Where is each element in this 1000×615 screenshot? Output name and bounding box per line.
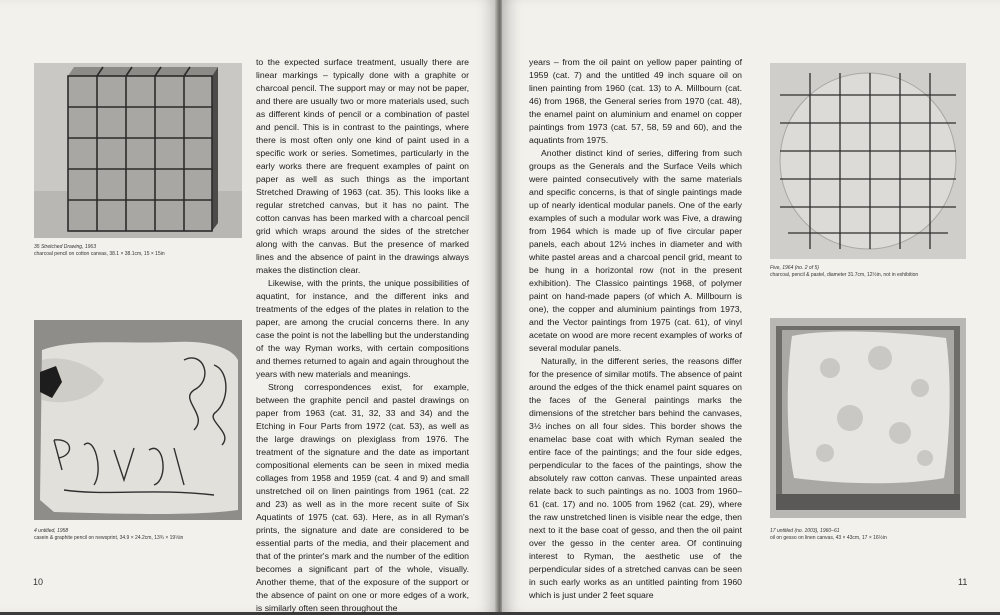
paragraph: Naturally, in the different series, the reasons differ for the presence of similar motifs. The absence of paint around the edges of the thick enamel paint squares on the faces of the General paintings marks the dimensions of the stretcher bars behind the canvases, 3½ inches on all four sides. This border shows the enamelac base coat with which Ryman sealed the entire face of the paintings; and the four side edges, perpendicular to the faces of the paintings, show the absolutely raw cotton canvas. These unpainted areas relate back to such paintings as no. 1003 from 1960–61 (cat. 17) and no. 1005 from 1962 (cat. 29), where the raw unstretched linen is visible near the edge, then next to it the base coat of gesso, and then the oil paint over the gesso in the center area. Of continuing interest to Ryman, the aesthetic use of the perpendicular sides of a stretched canvas can be seen in such early works as an untitled painting from 1960 which is just under 2 feet square bbox=[529, 356, 742, 600]
paragraph: Strong correspondences exist, for example, between the graphite pencil and pastel drawings on paper from 1963 (cat. 31, 32, 33 and 34) and the Etching in Four Parts from 1972 (cat. 53), as well as the large drawings on plexiglass from 1976. The treatment of the signature and the date as important compositional elements can be seen in mixed media collages from 1958 and 1959 (cat. 4 and 9) and small unstretched oil on linen paintings from 1961 (cat. 22 and 23) as well as in the more recent suite of Six Aquatints of 1975 (cat. 63). Here, as in all Ryman's prints, the signature and date are considered to be essential parts of the media, and their placement and that of the printer's mark and the number of the edition becomes a significant part of the whole, visually. Another theme, that of the exposure of the support or the absence of paint on one or more edges of a work, is similarly often seen throughout the bbox=[256, 382, 469, 613]
caption-title: Five, 1964 (no. 2 of 5) bbox=[770, 265, 819, 271]
paragraph: Another distinct kind of series, differing from such groups as the Generals and the Surface Veils which were painted consecutively with the same materials and specific concerns, is that of single paintings made up of nearly identical modular panels. One of the early examples of such a modular work was Five, a drawing from 1964 which is made up of five circular paper panels, each about 12½ inches in diameter and with white pastel areas and a charcoal pencil grid, meant to be hung in a horizontal row (not in the present exhibition). The Classico paintings 1968, of polymer paint on hand-made papers (of which A. Millbourn is one), the copper and aluminium paintings from 1973, and the Vector paintings from 1975 (cat. 61), of vinyl acetate on wood are more recent examples of works of several modular panels. bbox=[529, 148, 742, 353]
page-number: 10 bbox=[33, 577, 44, 587]
stretched-drawing-photo bbox=[34, 63, 242, 238]
caption-detail: casein & graphite pencil on newsprint, 34.9 × 24.2cm, 13¾ × 19½in bbox=[34, 534, 184, 541]
untitled-1958-photo bbox=[34, 320, 242, 520]
caption-title: 17 untitled (no. 1003), 1960–61 bbox=[770, 528, 840, 534]
caption-title: 35 Stretched Drawing, 1963 bbox=[34, 244, 96, 250]
paragraph: to the expected surface treatment, usually there are linear markings – typically done with a graphite or charcoal pencil. The support may or may not be paper, and there are usually two or more materials used, such as different kinds of pencil or a combination of pastel and pencil. This is in contrast to the paintings, where there is most often only one kind of paint used in a specific work or series. Sometimes, particularly in the early works there are frequent examples of paint on paper as well as such things as the important Stretched Drawing of 1963 (cat. 35). This looks like a regular stretched canvas, but it has no paint. The cotton canvas has been marked with a charcoal pencil grid which wraps around the sides of the stretcher along with the canvas. But the presence of marked lines and the absence of paint in the drawings always makes the distinction clear. bbox=[256, 57, 469, 275]
paragraph: Likewise, with the prints, the unique possibilities of aquatint, for instance, and the different inks and treatments of the edges of the plates in relation to the paper, are among the crucial concerns there. In any case the point is not the labelling but the understanding of the way Ryman works, with certain compositions and themes returned to again and again throughout the years with new materials and meanings. bbox=[256, 278, 469, 379]
paragraph: years – from the oil paint on yellow paper painting of 1959 (cat. 7) and the untitled 49 inch square oil on linen painting from 1960 (cat. 13) to A. Millbourn (cat. 46) from 1968, the General series from 1970 (cat. 48), the enamel paint on aluminium and enamel on copper paintings from 1973 (cat. 57, 58, 59 and 60), and the aquatints from 1975. bbox=[529, 57, 742, 145]
figure-caption bbox=[34, 528, 244, 541]
figure-caption bbox=[34, 244, 244, 257]
figure-caption bbox=[770, 265, 980, 278]
caption-detail: oil on gesso on linen canvas, 43 × 43cm, 17 × 16½in bbox=[770, 534, 887, 541]
untitled-1003-photo bbox=[770, 318, 966, 518]
five-circle-drawing-photo bbox=[770, 63, 966, 259]
body-text-column bbox=[256, 56, 469, 615]
body-text-column bbox=[529, 56, 742, 602]
caption-title: 4 untitled, 1958 bbox=[34, 528, 69, 534]
caption-detail: charcoal pencil on cotton canvas, 38.1 × 38.1cm, 15 × 15in bbox=[34, 250, 165, 257]
page-number: 11 bbox=[958, 577, 968, 587]
figure-caption bbox=[770, 528, 980, 541]
right-page bbox=[502, 0, 1000, 612]
caption-detail: charcoal, pencil & pastel, diameter 31.7cm, 12½in, not in exhibition bbox=[770, 271, 919, 278]
left-page bbox=[0, 0, 497, 612]
